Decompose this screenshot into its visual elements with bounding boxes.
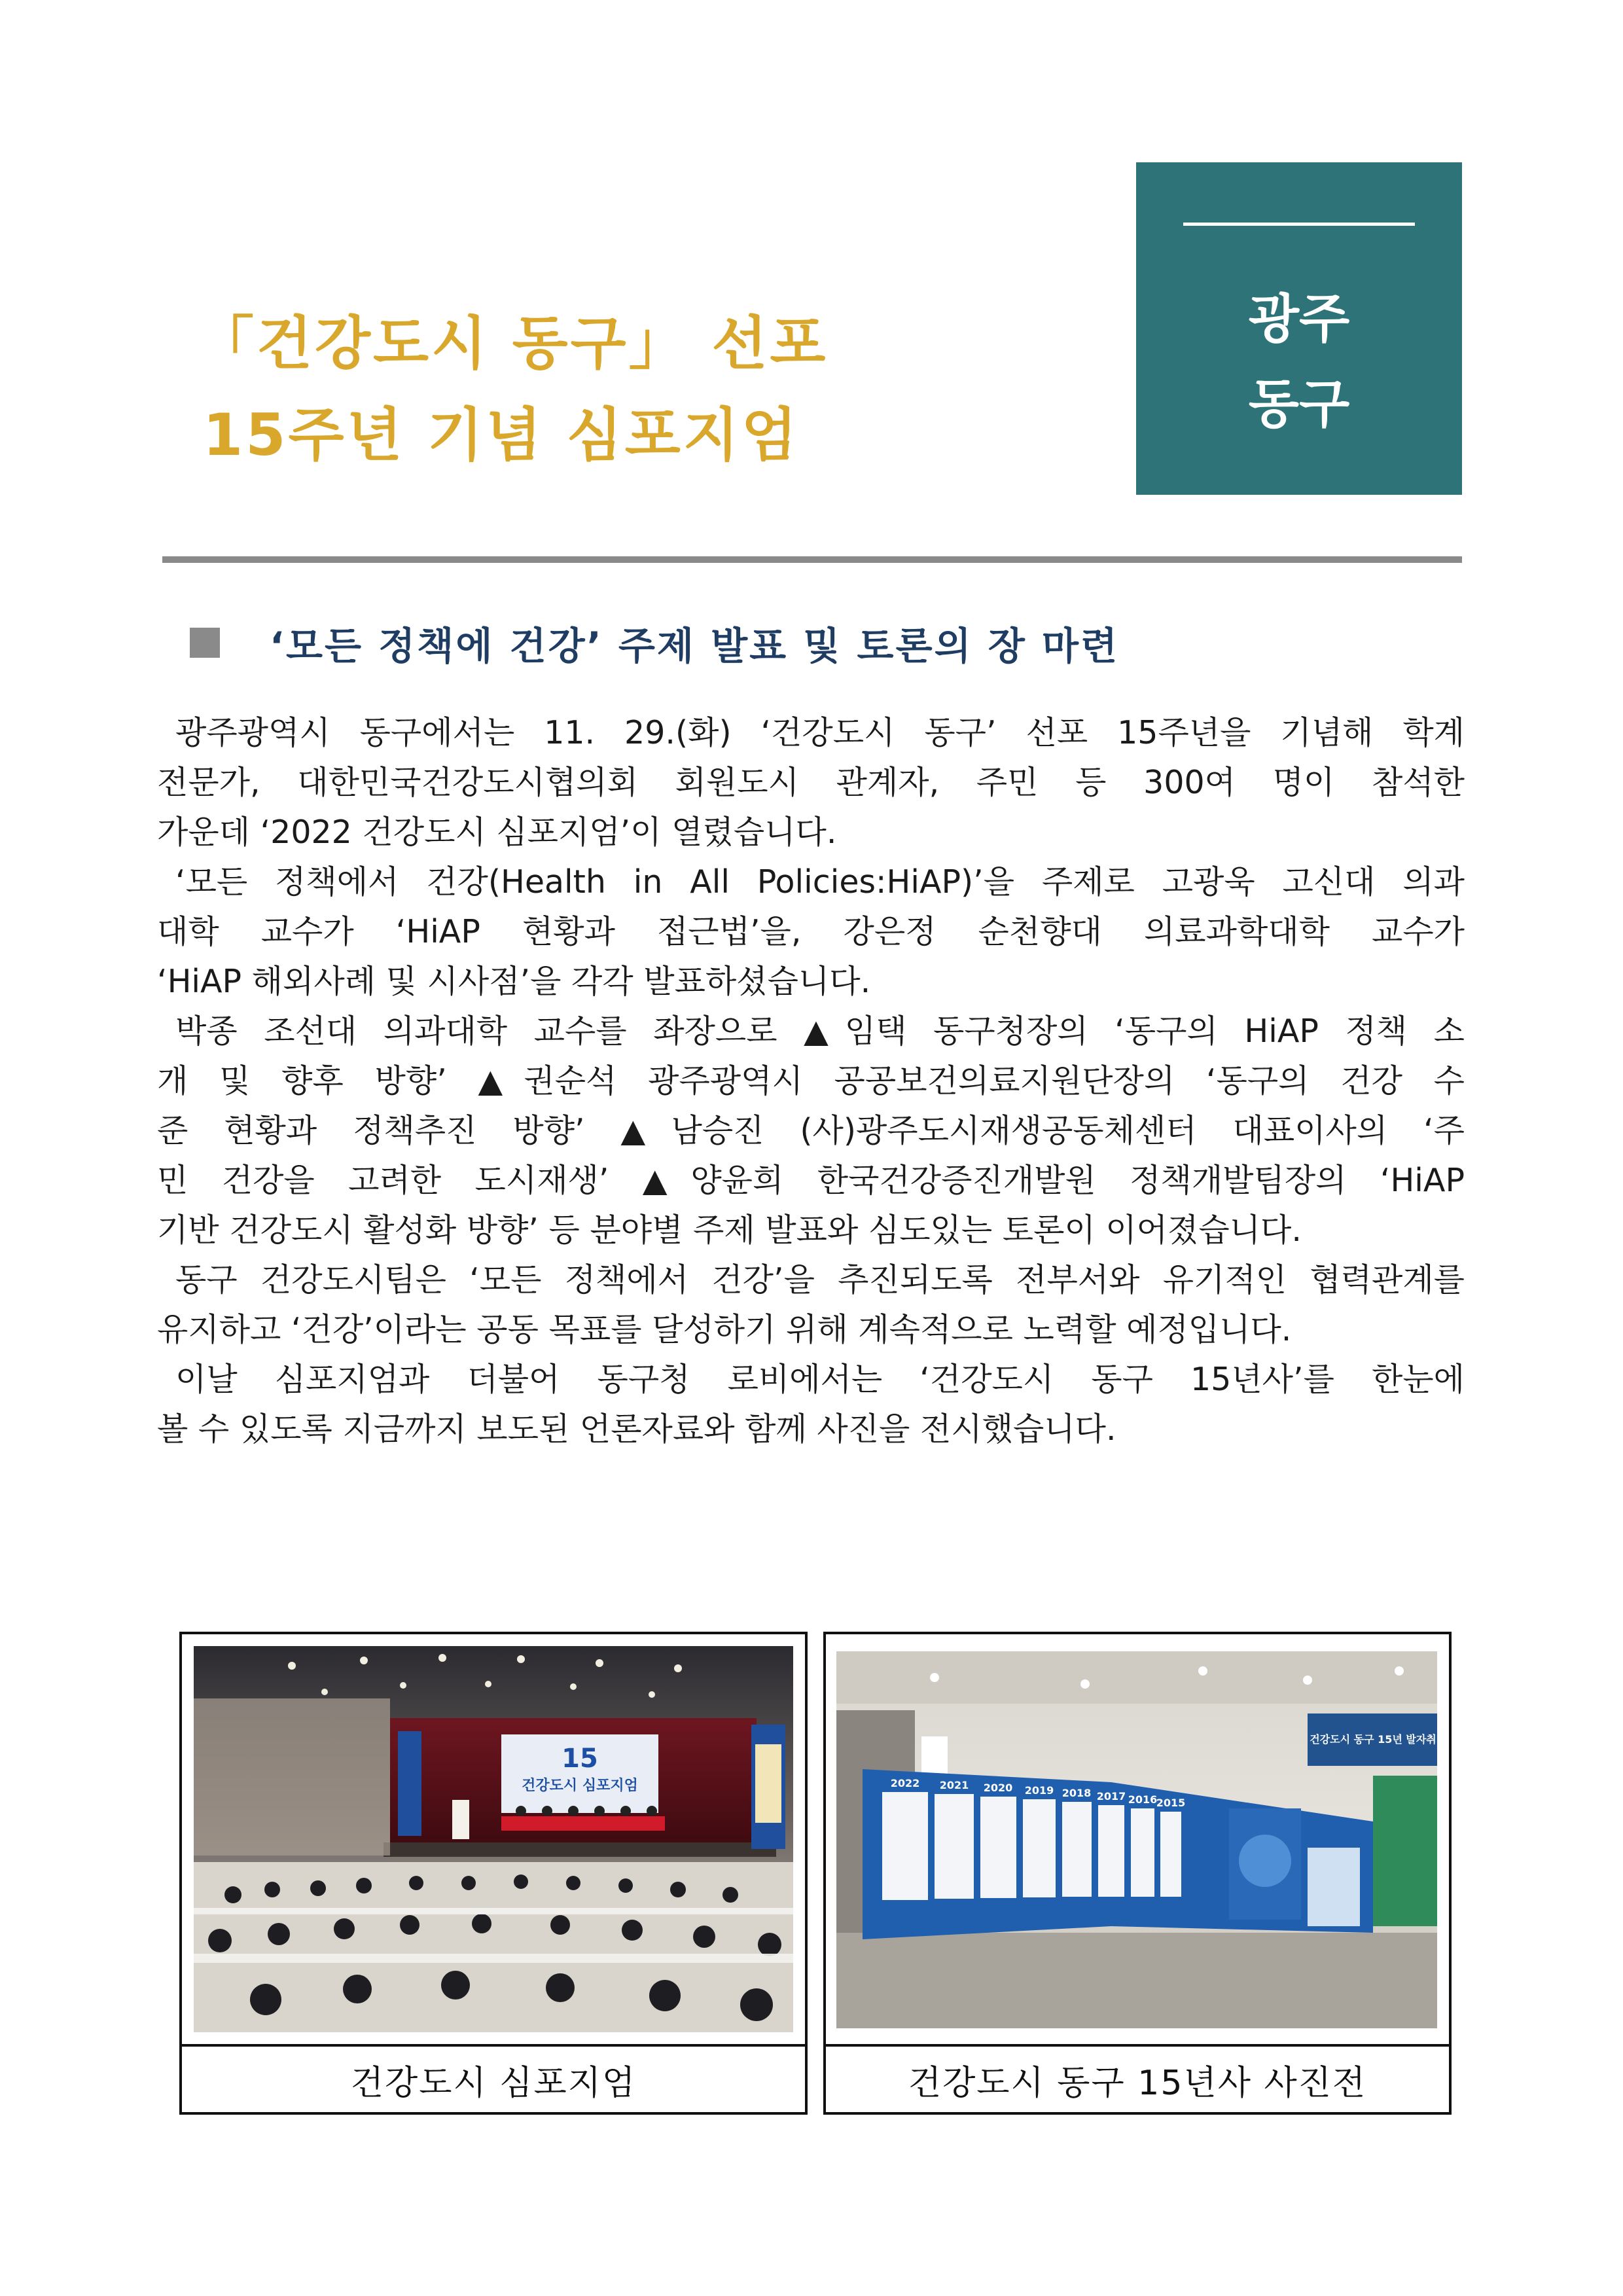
paragraph-2	[157, 857, 1465, 1007]
panel-year: 2019	[1024, 1784, 1054, 1797]
photo-caption-symposium: 건강도시 심포지엄	[350, 2063, 637, 2103]
body-line: 개 및 향후 방향’ ▲권순석 광주광역시 공공보건의료지원단장의 ‘동구의 건강 수	[157, 1062, 1465, 1100]
badge-line-2: 동구	[1248, 374, 1350, 435]
body-line: 대학 교수가 ‘HiAP 현황과 접근법’을, 강은정 순천향대 의료과학대학 교수가	[157, 913, 1465, 950]
region-badge	[1136, 162, 1462, 495]
square-bullet-icon	[190, 628, 220, 658]
title-line-1: 「건강도시 동구」 선포	[196, 310, 829, 377]
panel-year: 2015	[1156, 1797, 1186, 1809]
paragraph-1	[157, 708, 1465, 857]
badge-divider	[1183, 223, 1415, 226]
body-line: 민 건강을 고려한 도시재생’ ▲양윤희 한국건강증진개발원 정책개발팀장의 ‘HiAP	[157, 1162, 1465, 1199]
body-line: 전문가, 대한민국건강도시협의회 회원도시 관계자, 주민 등 300여 명이 참석한	[157, 764, 1465, 801]
panel-year: 2021	[939, 1779, 969, 1791]
body-line: 기반 건강도시 활성화 방향’ 등 분야별 주제 발표와 심도있는 토론이 이어졌습니다.	[157, 1211, 1302, 1249]
panel-year: 2020	[983, 1782, 1013, 1794]
stage-screen-title: 건강도시 심포지엄	[522, 1778, 638, 1794]
section-heading	[190, 617, 1119, 669]
body-line: 박종 조선대 의과대학 교수를 좌장으로 ▲임택 동구청장의 ‘동구의 HiAP 정책 소	[175, 1013, 1465, 1050]
body-line: 광주광역시 동구에서는 11. 29.(화) ‘건강도시 동구’ 선포 15주년을 기념해 학계	[175, 714, 1465, 751]
panel-year: 2022	[890, 1777, 920, 1789]
exhibition-photo	[836, 1651, 1437, 2028]
document-title	[196, 298, 1047, 481]
panel-year: 2018	[1061, 1787, 1092, 1799]
panel-year: 2016	[1128, 1793, 1158, 1806]
photo-frame-exhibition	[823, 1632, 1452, 2115]
photo-caption-exhibition: 건강도시 동구 15년사 사진전	[908, 2063, 1367, 2103]
photo-frame-symposium	[179, 1632, 808, 2115]
body-line: 볼 수 있도록 지금까지 보도된 언론자료와 함께 사진을 전시했습니다.	[157, 1410, 1116, 1448]
badge-label	[1136, 277, 1462, 447]
badge-line-1: 광주	[1248, 289, 1350, 350]
header-divider	[162, 556, 1462, 563]
body-line: ‘모든 정책에서 건강(Health in All Policies:HiAP)’을 주제로 고광욱 고신대 의과	[175, 863, 1465, 901]
section-heading-text: ‘모든 정책에 건강’ 주제 발표 및 토론의 장 마련	[270, 624, 1120, 668]
paragraph-3	[157, 1007, 1465, 1255]
panel-year: 2017	[1096, 1790, 1126, 1803]
paragraph-5	[157, 1355, 1465, 1454]
article-body	[157, 708, 1465, 1454]
symposium-photo	[194, 1646, 793, 2032]
paragraph-4	[157, 1255, 1465, 1355]
body-line: 이날 심포지엄과 더불어 동구청 로비에서는 ‘건강도시 동구 15년사’를 한눈에	[175, 1361, 1465, 1398]
body-line: 가운데 ‘2022 건강도시 심포지엄’이 열렸습니다.	[157, 814, 837, 851]
lobby-banner-text: 건강도시 동구 15년 발자취	[1310, 1733, 1436, 1746]
body-line: 유지하고 ‘건강’이라는 공동 목표를 달성하기 위해 계속적으로 노력할 예정입니다.	[157, 1311, 1292, 1348]
body-line: ‘HiAP 해외사례 및 시사점’을 각각 발표하셨습니다.	[157, 963, 871, 1000]
title-line-2: 15주년 기념 심포지엄	[203, 401, 800, 469]
body-line: 준 현황과 정책추진 방향’ ▲남승진 (사)광주도시재생공동체센터 대표이사의 ‘주	[157, 1112, 1465, 1149]
stage-screen-number: 15	[562, 1744, 598, 1774]
body-line: 동구 건강도시팀은 ‘모든 정책에서 건강’을 추진되도록 전부서와 유기적인 협력관계를	[175, 1261, 1465, 1299]
